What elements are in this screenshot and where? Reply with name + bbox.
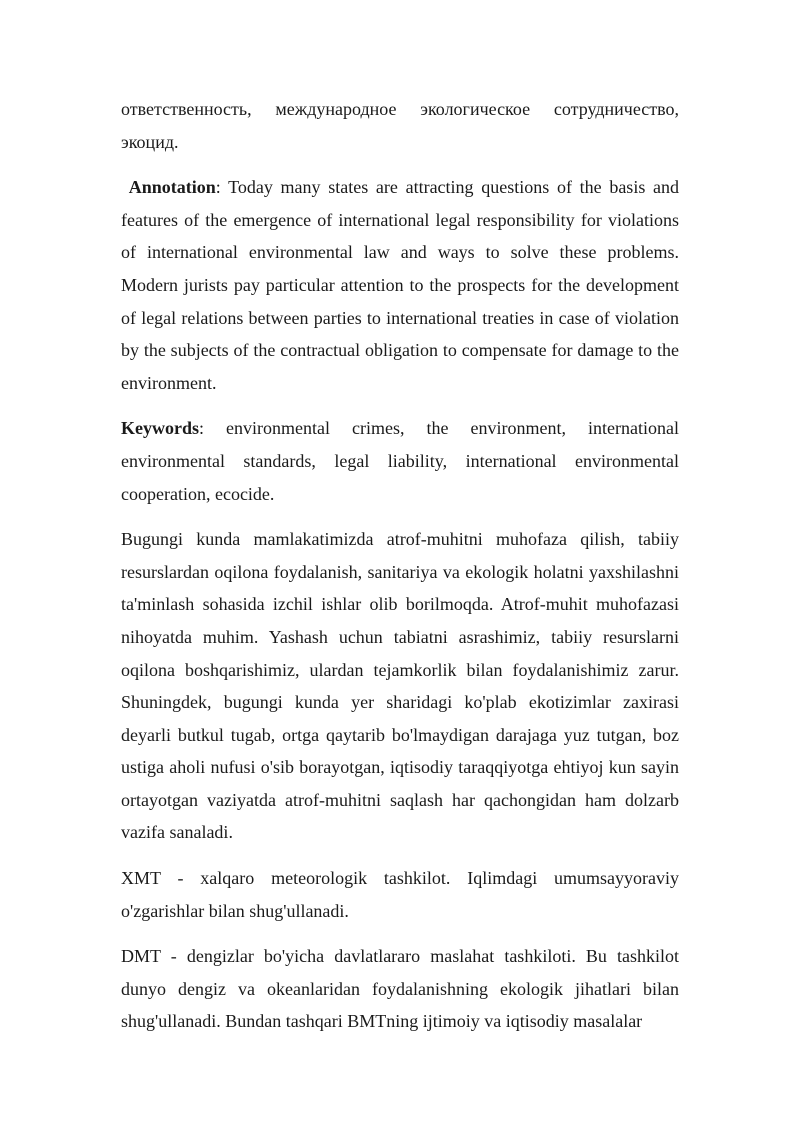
keywords-text: : environmental crimes, the environment, international environmental standards, legal liability, international environmental cooperation, ecocide. xyxy=(121,418,679,504)
dmt-paragraph: DMT - dengizlar bo'yicha davlatlararo maslahat tashkiloti. Bu tashkilot dunyo dengiz va okeanlaridan foydalanishning ekologik jihatlari bilan shug'ullanadi. Bundan tashqari BMTning ijtimoiy va iqtisodiy masalalar xyxy=(121,946,679,1032)
keywords-paragraph xyxy=(121,412,679,510)
annotation-label: Annotation xyxy=(128,177,216,198)
annotation-paragraph xyxy=(121,171,679,399)
russian-keywords-tail: ответственность, международное экологическое сотрудничество, экоцид. xyxy=(121,99,679,152)
body-paragraph-1: Bugungi kunda mamlakatimizda atrof-muhitni muhofaza qilish, tabiiy resurslardan oqilona foydalanish, sanitariya va ekologik holatni yaxshilashni ta'minlash sohasida izchil ishlar olib borilmoqda. Atrof-muhit muhofazasi nihoyatda muhim. Yashash uchun tabiatni asrashimiz, tabiiy resurslarni oqilona boshqarishimiz, ulardan tejamkorlik bilan foydalanishimiz zarur. Shuningdek, bugungi kunda yer sharidagi ko'plab ekotizimlar zaxirasi deyarli butkul tugab, ortga qaytarib bo'lmaydigan darajaga yuz tutgan, boz ustiga aholi nufusi o'sib borayotgan, iqtisodiy taraqqiyotga ehtiyoj kun sayin ortayotgan vaziyatda atrof-muhitni saqlash har qachongidan ham dolzarb vazifa sanaladi. xyxy=(121,529,679,843)
xmt-paragraph: XMT - xalqaro meteorologik tashkilot. Iqlimdagi umumsayyoraviy o'zgarishlar bilan shug'ullanadi. xyxy=(121,868,679,921)
annotation-text: : Today many states are attracting questions of the basis and features of the emergence of international legal responsibility for violations of international environmental law and ways to solve these problems. Modern jurists pay particular attention to the prospects for the development of legal relations between parties to international treaties in case of violation by the subjects of the contractual obligation to compensate for damage to the environment. xyxy=(121,177,680,393)
keywords-label: Keywords xyxy=(121,418,199,439)
